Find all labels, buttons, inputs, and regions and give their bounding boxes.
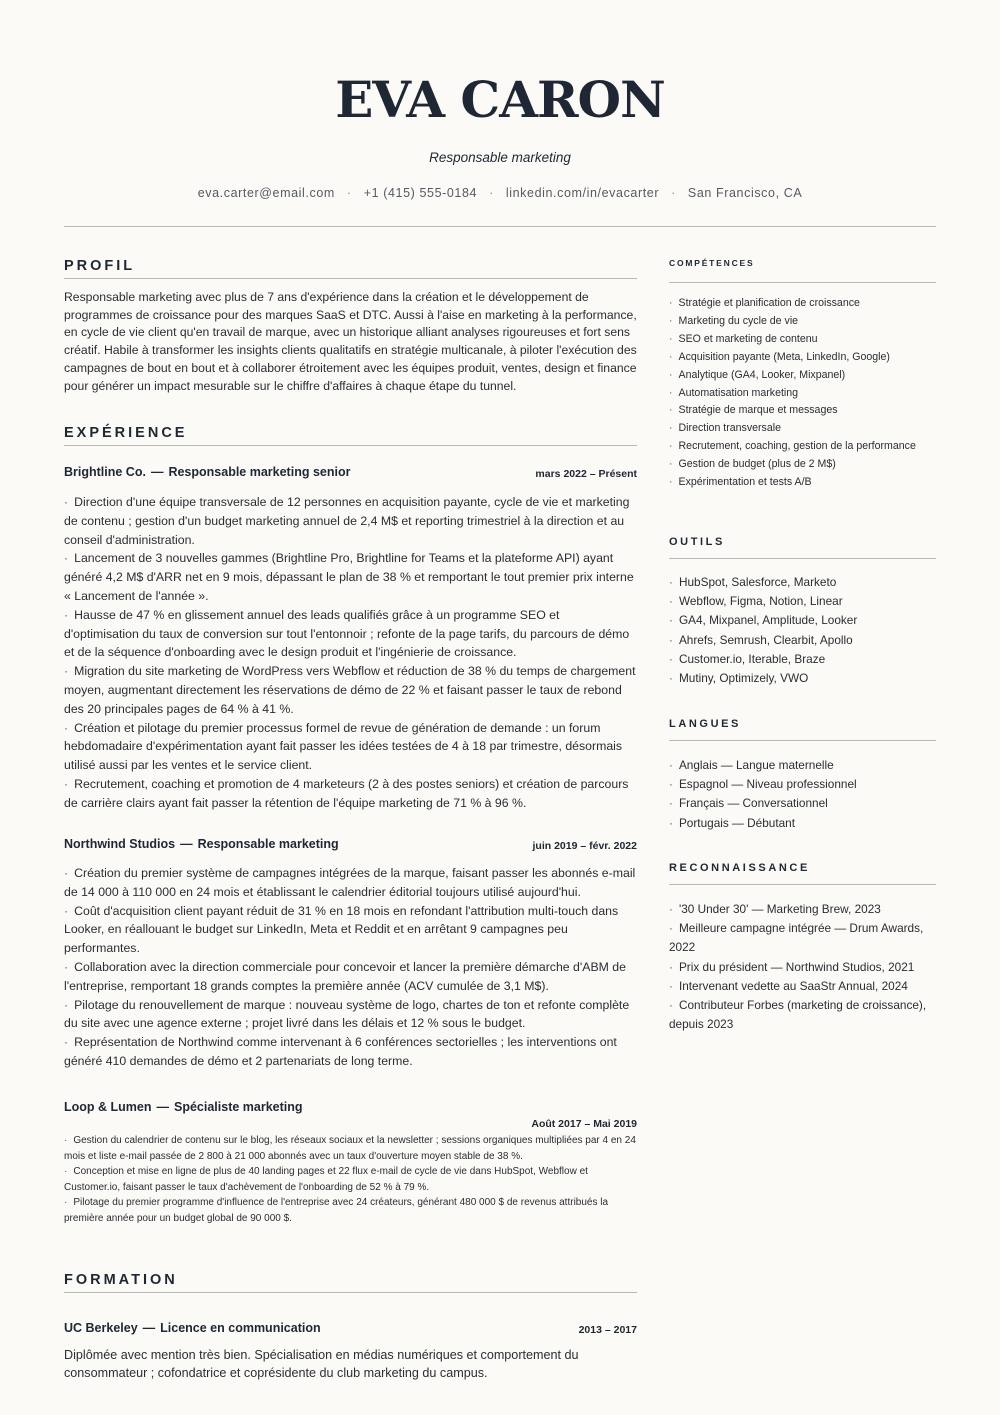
contact-linkedin: linkedin.com/in/evacarter <box>505 186 660 200</box>
skill-item: · Marketing du cycle de vie <box>669 313 936 331</box>
language-item: · Anglais — Langue maternelle <box>669 756 936 775</box>
job-bullet: · Recrutement, coaching et promotion de 4 marketeurs (2 à des postes seniors) et création de parcours de carrière clairs ayant fait passer la rétention de l'équipe marketing de 71 % à 96 %. <box>64 775 637 813</box>
recognition-item: · Contributeur Forbes (marketing de croissance), depuis 2023 <box>669 996 936 1034</box>
tools-list <box>669 573 936 688</box>
recognition-list <box>669 900 936 1034</box>
recognition-item: · Intervenant vedette au SaaStr Annual, 2024 <box>669 977 936 996</box>
tool-item: · Webflow, Figma, Notion, Linear <box>669 592 936 611</box>
job-bullet: · Gestion du calendrier de contenu sur le blog, les réseaux sociaux et la newsletter ; sessions organiques multipliées par 4 en 24 mois et liste e-mail passée de 2 800 à 21 000 abonnés avec un taux d'ouverture moyen stable de 38 %. <box>64 1133 637 1164</box>
candidate-role: Responsable marketing <box>429 150 571 165</box>
skill-item: · Stratégie et planification de croissance <box>669 295 936 313</box>
skill-item: · Direction transversale <box>669 420 936 438</box>
skill-item: · Expérimentation et tests A/B <box>669 474 936 492</box>
tool-item: · Ahrefs, Semrush, Clearbit, Apollo <box>669 631 936 650</box>
skill-item: · Gestion de budget (plus de 2 M$) <box>669 456 936 474</box>
job-company: Loop & Lumen <box>64 1100 152 1114</box>
recognition-item: · '30 Under 30' — Marketing Brew, 2023 <box>669 900 936 919</box>
skill-item: · Acquisition payante (Meta, LinkedIn, Google) <box>669 349 936 367</box>
job-bullet: · Collaboration avec la direction commerciale pour concevoir et lancer la première démarche d'ABM de l'entreprise, remportant 18 grands comptes la première année (ACV cumulée de 3,1 M$). <box>64 958 637 996</box>
contact-line <box>0 186 1000 200</box>
job-dash: — <box>150 465 164 479</box>
education-dash: — <box>142 1321 156 1335</box>
skill-item: · Analytique (GA4, Looker, Mixpanel) <box>669 367 936 385</box>
section-title-tools: OUTILS <box>669 536 936 559</box>
job-dates: mars 2022 – Présent <box>535 468 637 480</box>
job-bullets <box>64 493 637 813</box>
skill-item: · Recrutement, coaching, gestion de la performance <box>669 438 936 456</box>
job-bullet: · Pilotage du premier programme d'influence de l'entreprise avec 24 créateurs, générant 480 000 $ de revenus attribués la première année pour un budget global de 90 000 $. <box>64 1195 637 1226</box>
language-item: · Portugais — Débutant <box>669 814 936 833</box>
job-position: Responsable marketing senior <box>168 465 351 479</box>
skill-item: · Stratégie de marque et messages <box>669 402 936 420</box>
education-degree: Licence en communication <box>160 1321 321 1335</box>
candidate-name: EVA CARON <box>335 70 665 129</box>
job-dash: — <box>156 1100 169 1114</box>
job-dates: Août 2017 – Mai 2019 <box>531 1118 637 1130</box>
contact-separator: · <box>489 186 494 200</box>
job-bullets <box>64 864 637 1071</box>
education-school: UC Berkeley <box>64 1321 138 1335</box>
job-dates: juin 2019 – févr. 2022 <box>532 840 637 852</box>
job-bullet: · Coût d'acquisition client payant réduit de 31 % en 18 mois en refondant l'attribution multi-touch dans Looker, en réallouant le budget sur LinkedIn, Meta et Reddit et en arrêtant 9 campagnes peu performantes. <box>64 902 637 958</box>
skills-list <box>669 295 936 492</box>
languages-list <box>669 756 936 833</box>
tool-item: · HubSpot, Salesforce, Marketo <box>669 573 936 592</box>
job-dash: — <box>180 837 193 851</box>
header-divider <box>64 226 936 227</box>
skill-item: · SEO et marketing de contenu <box>669 331 936 349</box>
education-dates: 2013 – 2017 <box>578 1324 637 1336</box>
tool-item: · GA4, Mixpanel, Amplitude, Looker <box>669 611 936 630</box>
job-header <box>64 1100 637 1130</box>
contact-phone: +1 (415) 555-0184 <box>363 186 478 200</box>
section-title-recognition: RECONNAISSANCE <box>669 862 936 885</box>
job-bullet: · Direction d'une équipe transversale de 12 personnes en acquisition payante, cycle de vie et marketing de contenu ; gestion d'un budget marketing annuel de 2,4 M$ et reporting trimestriel à la direction et au conseil d'administration. <box>64 493 637 549</box>
contact-separator: · <box>346 186 352 200</box>
tool-item: · Mutiny, Optimizely, VWO <box>669 669 936 688</box>
tool-item: · Customer.io, Iterable, Braze <box>669 650 936 669</box>
job-bullet: · Conception et mise en ligne de plus de 40 landing pages et 22 flux e-mail de cycle de vie dans HubSpot, Webflow et Customer.io, faisant passer le taux d'achèvement de l'onboarding de 52 % à 79 %. <box>64 1164 637 1195</box>
job-bullets <box>64 1133 637 1227</box>
section-title-education: FORMATION <box>64 1272 637 1293</box>
job-position: Responsable marketing <box>197 837 339 851</box>
skill-item: · Automatisation marketing <box>669 385 936 403</box>
job-header <box>64 837 637 851</box>
job-position: Spécialiste marketing <box>174 1100 303 1114</box>
profile-text: Responsable marketing avec plus de 7 ans d'expérience dans la création et le développement de programmes de croissance pour des marques SaaS et DTC. Aussi à l'aise en marketing à la performance, en cycle de vie client qu'en travail de marque, avec un historique alliant analyses rigoureuses et fort sens créatif. Habile à transformer les insights clients qualitatifs en stratégie multicanale, à piloter l'exécution des campagnes de bout en bout et à collaborer étroitement avec les équipes produit, ventes, design et finance pour générer un impact mesurable sur le chiffre d'affaires à chaque étape du tunnel. <box>64 290 637 393</box>
education-header <box>64 1321 637 1335</box>
education-text: Diplômée avec mention très bien. Spécialisation en médias numériques et comportement du consommateur ; cofondatrice et coprésidente du club marketing du campus. <box>64 1348 579 1380</box>
section-title-experience: EXPÉRIENCE <box>64 425 637 446</box>
language-item: · Espagnol — Niveau professionnel <box>669 775 936 794</box>
job-bullet: · Lancement de 3 nouvelles gammes (Brightline Pro, Brightline for Teams et la plateforme API) ayant généré 4,2 M$ d'ARR net en 9 mois, dépassant le plan de 38 % et remportant le tout premier prix interne « Lancement de l'année ». <box>64 549 637 605</box>
language-item: · Français — Conversationnel <box>669 794 936 813</box>
section-title-languages: LANGUES <box>669 718 936 741</box>
job-bullet: · Pilotage du renouvellement de marque : nouveau système de logo, chartes de ton et refonte complète du site avec une agence externe ; projet livré dans les délais et 12 % sous le budget. <box>64 996 637 1034</box>
recognition-item: · Meilleure campagne intégrée — Drum Awards, 2022 <box>669 919 936 957</box>
section-title-skills: COMPÉTENCES <box>669 258 936 283</box>
job-company: Brightline Co. <box>64 465 146 479</box>
job-bullet: · Hausse de 47 % en glissement annuel des leads qualifiés grâce à un programme SEO et d'optimisation du taux de conversion sur tout l'entonnoir ; refonte de la page tarifs, du parcours de démo et de la séquence d'onboarding avec le design produit et l'ingénierie de croissance. <box>64 606 637 662</box>
job-bullet: · Représentation de Northwind comme intervenant à 6 conférences sectorielles ; les interventions ont généré 410 demandes de démo et 2 partenariats de long terme. <box>64 1033 637 1071</box>
contact-location: San Francisco, CA <box>687 186 803 200</box>
job-bullet: · Création et pilotage du premier processus formel de revue de génération de demande : un forum hebdomadaire d'expérimentation ayant fait passer les idées testées de 4 à 18 par trimestre, désormais utilisé aussi par les ventes et le service client. <box>64 719 637 775</box>
job-company: Northwind Studios <box>64 837 176 851</box>
job-header <box>64 465 637 479</box>
contact-separator: · <box>671 186 676 200</box>
section-title-profile: PROFIL <box>64 258 637 279</box>
job-bullet: · Migration du site marketing de WordPress vers Webflow et réduction de 38 % du temps de chargement moyen, augmentant directement les réservations de démo de 22 % et faisant passer le taux de rebond des 20 principales pages de 64 % à 41 %. <box>64 662 637 718</box>
job-bullet: · Création du premier système de campagnes intégrées de la marque, faisant passer les abonnés e-mail de 14 000 à 110 000 en 24 mois et établissant le calendrier éditorial toujours utilisé aujourd'hui. <box>64 864 637 902</box>
recognition-item: · Prix du président — Northwind Studios, 2021 <box>669 958 936 977</box>
contact-email: eva.carter@email.com <box>197 186 335 200</box>
